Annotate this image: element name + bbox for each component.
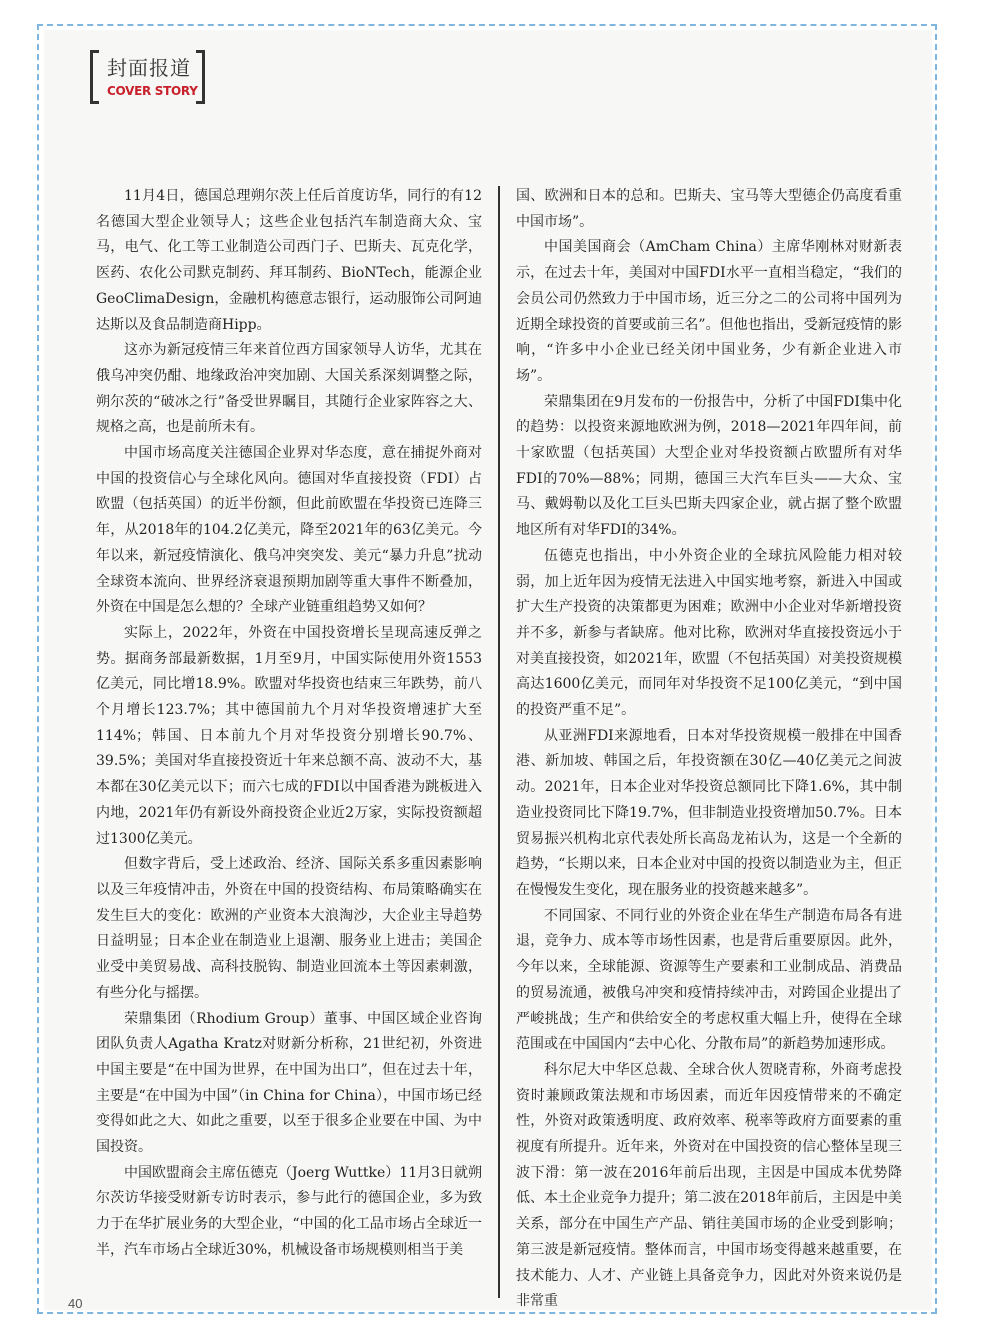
paragraph: 中国欧盟商会主席伍德克（Joerg Wuttke）11月3日就朔尔茨访华接受财新专访时表示，参与此行的德国企业，多为致力于在华扩展业务的大型企业，“中国的化工品市场占全球近一半，汽车市场占全球近30%，机械设备市场规模则相当于美 bbox=[96, 1164, 483, 1258]
paragraph: 但数字背后，受上述政治、经济、国际关系多重因素影响以及三年疫情冲击，外资在中国的投资结构、布局策略确实在发生巨大的变化：欧洲的产业资本大浪淘沙，大企业主导趋势日益明显；日本企业在制造业上退潮、服务业上进击；美国企业受中美贸易战、高科技脱钩、制造业回流本土等因素刺激，有些分化与摇摆。 bbox=[96, 856, 482, 1001]
paragraph: 伍德克也指出，中小外资企业的全球抗风险能力相对较弱，加上近年因为疫情无法进入中国实地考察，新进入中国或扩大生产投资的决策都更为困难；欧洲中小企业对华新增投资并不多，新参与者缺席。他对比称，欧洲对华直接投资远小于对美直接投资，如2021年，欧盟（不包括英国）对美投资规模高达1600亿美元，而同年对华投资不足100亿美元，“到中国的投资严重不足”。 bbox=[516, 547, 902, 719]
page-number: 40 bbox=[68, 1296, 83, 1311]
paragraph: 不同国家、不同行业的外资企业在华生产制造布局各有进退，竞争力、成本等市场性因素，也是背后重要原因。此外，今年以来，全球能源、资源等生产要素和工业制成品、消费品的贸易流通，被俄乌冲突和疫情持续冲击，对跨国企业提出了严峻挑战；生产和供给安全的考虑权重大幅上升，使得在全球范围或在中国国内“去中心化、分散布局”的新趋势加速形成。 bbox=[516, 907, 902, 1053]
paragraph: 中国市场高度关注德国企业界对华态度，意在捕捉外商对中国的投资信心与全球化风向。德国对华直接投资（FDI）占欧盟（包括英国）的近半份额，但此前欧盟在华投资已连降三年，从2018年的104.2亿美元，降至2021年的63亿美元。今年以来，新冠疫情演化、俄乌冲突突发、美元“暴力升息”扰动全球资本流向、世界经济衰退预期加剧等重大事件不断叠加，外资在中国是怎么想的？全球产业链重组趋势又如何？ bbox=[96, 445, 482, 616]
right-column bbox=[516, 184, 902, 1315]
column-divider bbox=[498, 186, 500, 1298]
paragraph: 11月4日，德国总理朔尔茨上任后首度访华，同行的有12名德国大型企业领导人；这些企业包括汽车制造商大众、宝马，电气、化工等工业制造公司西门子、巴斯夫、瓦克化学，医药、农化公司默克制药、拜耳制药、BioNTech，能源企业GeoClimaDesign，金融机构德意志银行，运动服饰公司阿迪达斯以及食品制造商Hipp。 bbox=[96, 188, 482, 333]
left-bracket bbox=[90, 50, 99, 104]
section-header bbox=[90, 48, 205, 110]
section-title-cn: 封面报道 bbox=[107, 56, 191, 80]
left-column bbox=[96, 184, 482, 1264]
paragraph: 这亦为新冠疫情三年来首位西方国家领导人访华，尤其在俄乌冲突仍酣、地缘政治冲突加剧、大国关系深刻调整之际，朔尔茨的“破冰之行”备受世界瞩目，其随行企业家阵容之大、规格之高，也是前所未有。 bbox=[96, 342, 482, 436]
paragraph: 从亚洲FDI来源地看，日本对华投资规模一般排在中国香港、新加坡、韩国之后，年投资额在30亿—40亿美元之间波动。2021年，日本企业对华投资总额同比下降1.6%，其中制造业投资同比下降19.7%，但非制造业投资增加50.7%。日本贸易振兴机构北京代表处所长高岛龙祐认为，这是一个全新的趋势，“长期以来，日本企业对中国的投资以制造业为主，但正在慢慢发生变化，现在服务业的投资越来越多”。 bbox=[516, 727, 902, 898]
right-bracket bbox=[196, 50, 205, 104]
paragraph: 荣鼎集团在9月发布的一份报告中，分析了中国FDI集中化的趋势：以投资来源地欧洲为例，2018—2021年四年间，前十家欧盟（包括英国）大型企业对华投资额占欧盟所有对华FDI的70%—88%；同期，德国三大汽车巨头——大众、宝马、戴姆勒以及化工巨头巴斯夫四家企业，就占据了整个欧盟地区所有对华FDI的34%。 bbox=[516, 393, 902, 539]
paragraph: 中国美国商会（AmCham China）主席华刚林对财新表示，在过去十年，美国对中国FDI水平一直相当稳定，“我们的会员公司仍然致力于中国市场，近三分之二的公司将中国列为近期全球投资的首要或前三名”。但他也指出，受新冠疫情的影响，“许多中小企业已经关闭中国业务，少有新企业进入市场”。 bbox=[516, 239, 902, 384]
paragraph: 实际上，2022年，外资在中国投资增长呈现高速反弹之势。据商务部最新数据，1月至9月，中国实际使用外资1553亿美元，同比增18.9%。欧盟对华投资也结束三年跌势，前八个月增长123.7%；其中德国前九个月对华投资增速扩大至114%；韩国、日本前九个月对华投资分别增长90.7%、39.5%；美国对华直接投资近十年来总额不高、波动不大，基本都在30亿美元以下；而六七成的FDI以中国香港为跳板进入内地，2021年仍有新设外商投资企业近2万家，实际投资额超过1300亿美元。 bbox=[96, 624, 482, 847]
paragraph: 科尔尼大中华区总裁、全球合伙人贺晓青称，外商考虑投资时兼顾政策法规和市场因素，而近年因疫情带来的不确定性，外资对政策透明度、政府效率、税率等政府方面要素的重视度有所提升。近年来，外资对在中国投资的信心整体呈现三波下滑：第一波在2016年前后出现，主因是中国成本优势降低、本土企业竞争力提升；第二波在2018年前后，主因是中美关系，部分在中国生产产品、销往美国市场的企业受到影响；第三波是新冠疫情。整体而言，中国市场变得越来越重要，在技术能力、人才、产业链上具备竞争力，因此对外资来说仍是非常重 bbox=[516, 1061, 902, 1310]
paragraph-continuation: 国、欧洲和日本的总和。巴斯夫、宝马等大型德企仍高度看重中国市场”。 bbox=[516, 188, 902, 230]
paragraph: 荣鼎集团（Rhodium Group）董事、中国区域企业咨询团队负责人Agatha Kratz对财新分析称，21世纪初，外资进中国主要是“在中国为世界，在中国为出口”，但在过去十年，主要是“在中国为中国”（in China for China），中国市场已经变得如此之大、如此之重要，以至于很多企业要在中国、为中国投资。 bbox=[96, 1010, 482, 1156]
section-title-en: COVER STORY bbox=[107, 84, 198, 98]
